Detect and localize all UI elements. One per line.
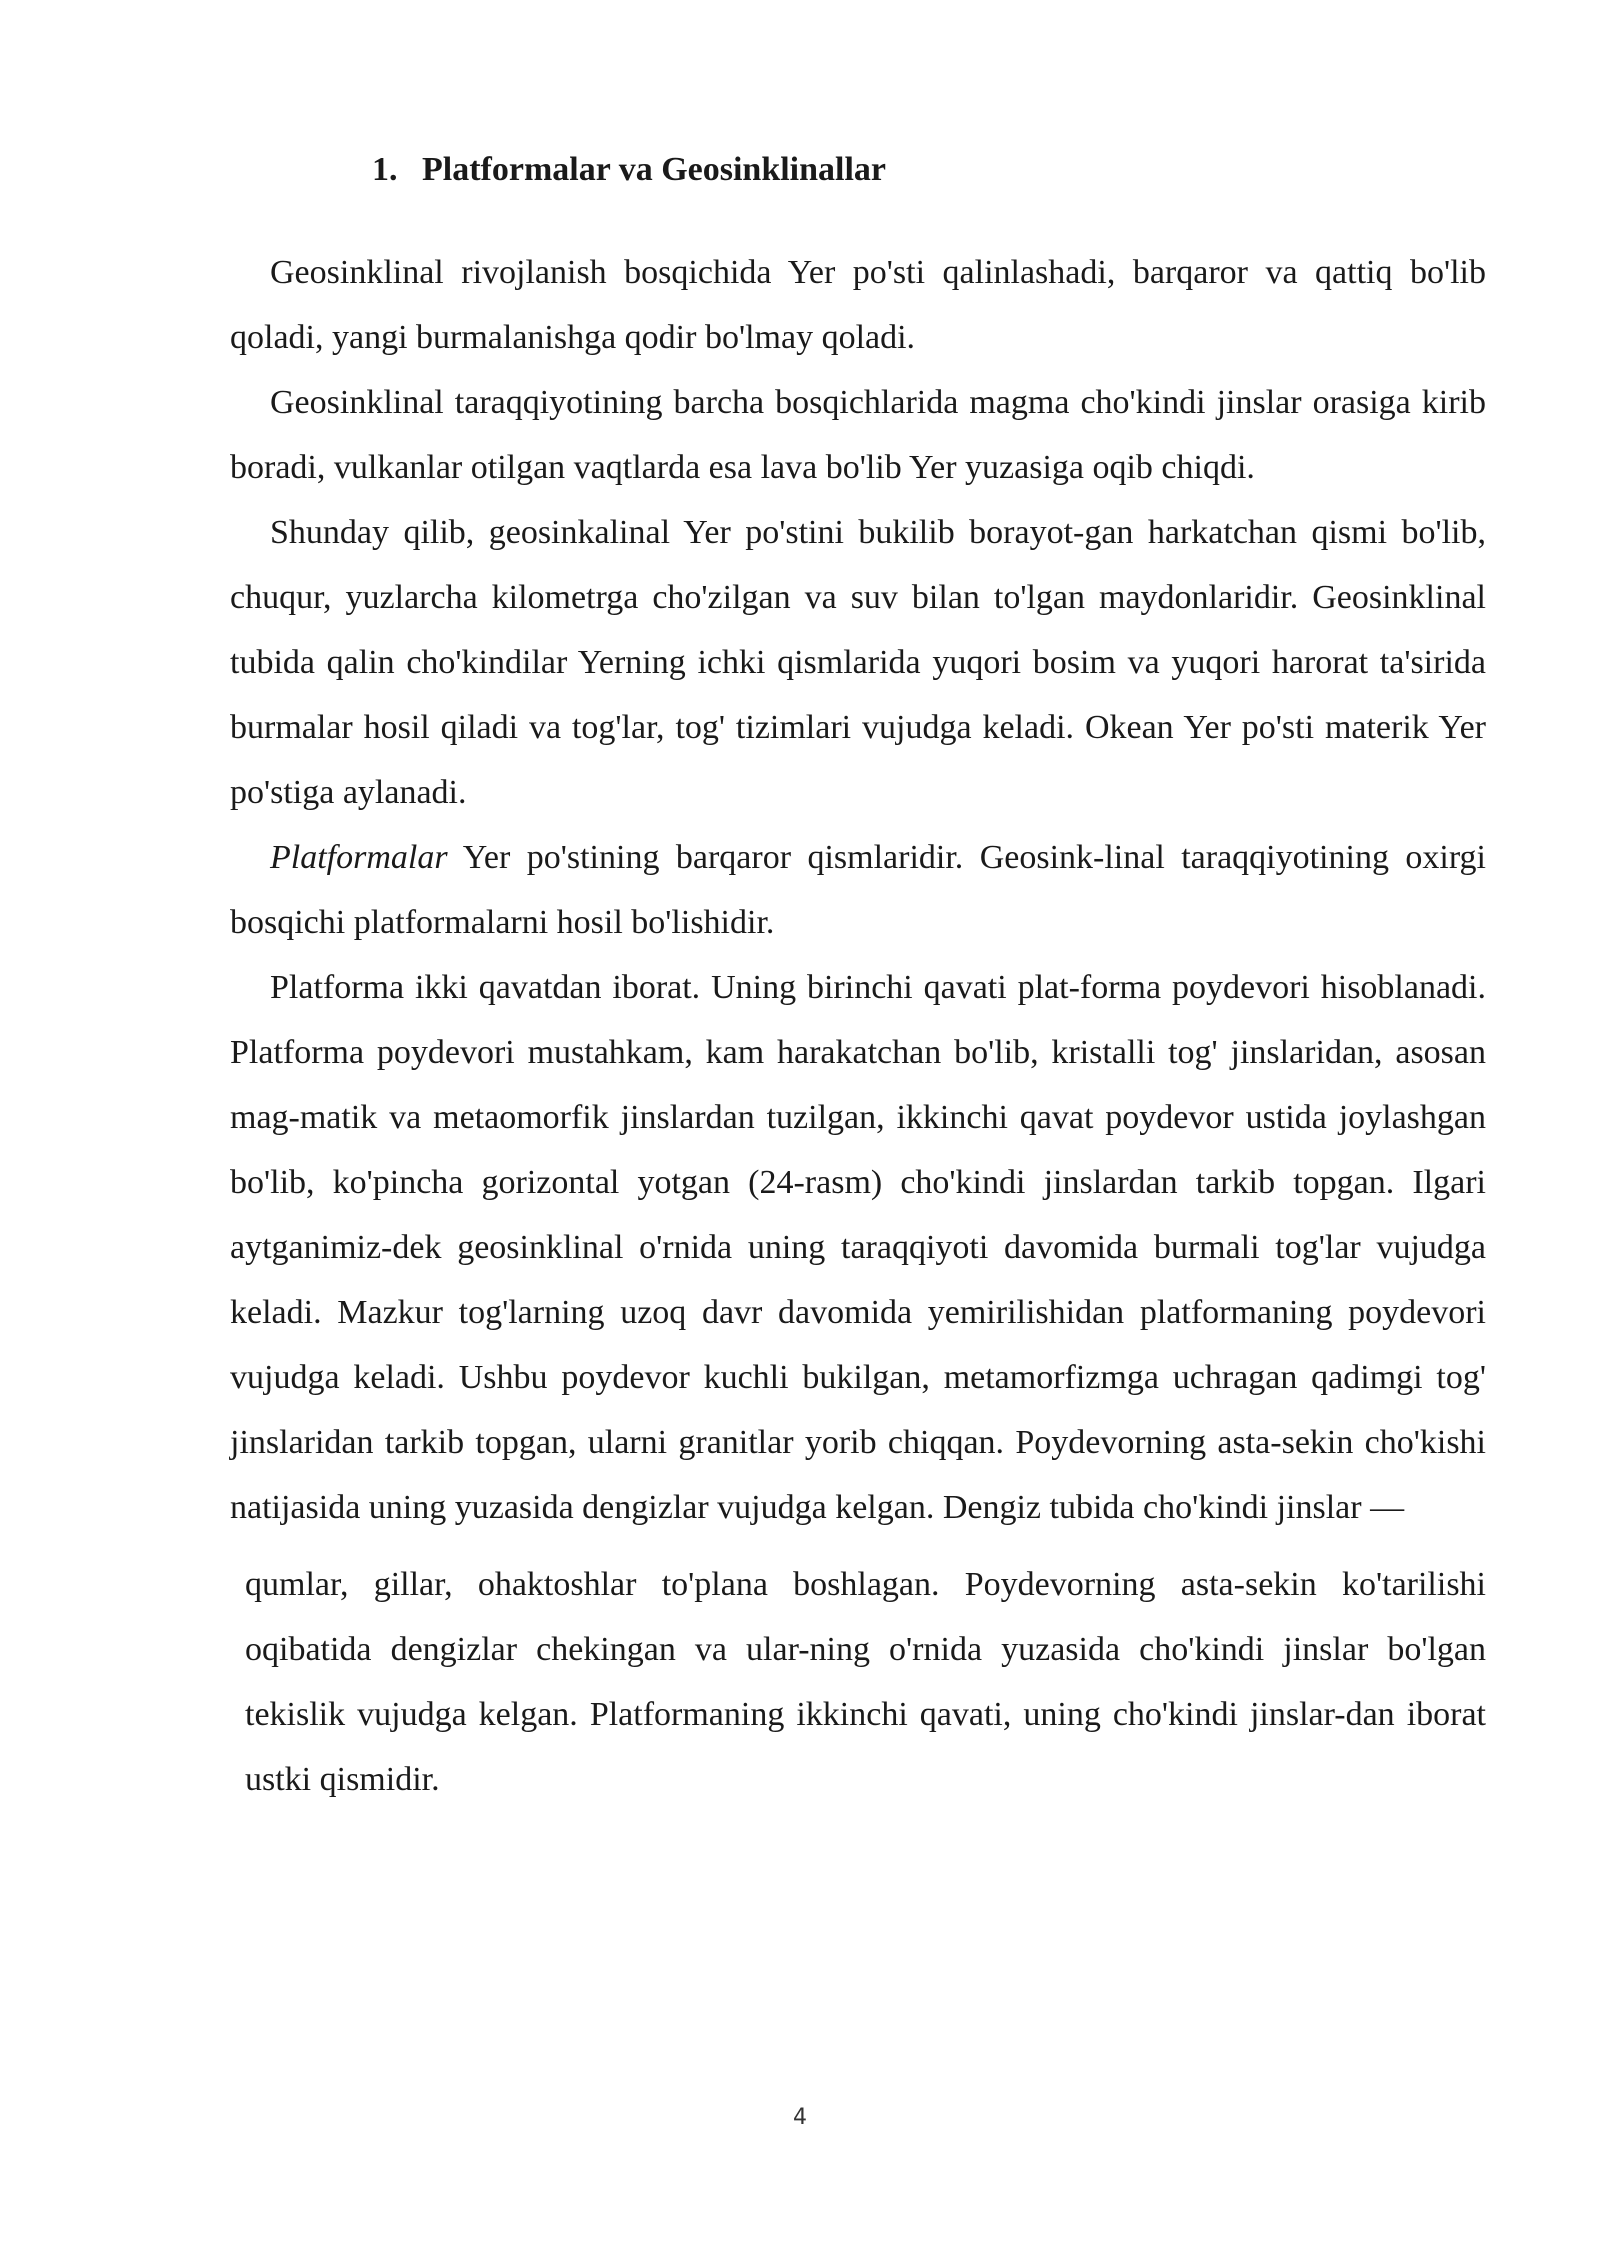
section-number: 1.: [372, 151, 398, 188]
body-text: [230, 240, 1486, 1812]
paragraph: [230, 825, 1486, 955]
section-heading: [372, 150, 886, 190]
section-title: Platformalar va Geosinklinallar: [422, 151, 887, 188]
paragraph: [230, 500, 1486, 825]
paragraph: [230, 370, 1486, 500]
paragraph-text: Platforma ikki qavatdan iborat. Uning birinchi qavati plat-forma poydevori hisoblanadi. Platforma poydevori mustahkam, kam harakatchan bo'lib, kristalli tog' jinslaridan, asosan mag-matik va metaomorfik jinslardan tuzilgan, ikkinchi qavat poydevor ustida joylashgan bo'lib, ko'pincha gorizontal yotgan (24-rasm) cho'kindi jinslardan tarkib topgan. Ilgari aytganimiz-dek geosinklinal o'rnida uning taraqqiyoti davomida burmali tog'lar vujudga keladi. Mazkur tog'larning uzoq davr davomida yemirilishidan platformaning poydevori vujudga keladi. Ushbu poydevor kuchli bukilgan, metamorfizmga uchragan qadimgi tog' jinslaridan tarkib topgan, ularni granitlar yorib chiqqan. Poydevorning asta-sekin cho'kishi natijasida uning yuzasida dengizlar vujudga kelgan. Dengiz tubida cho'kindi jinslar —: [230, 969, 1486, 1526]
paragraph-text: Shunday qilib, geosinkalinal Yer po'stini bukilib borayot-gan harkatchan qismi bo'lib, chuqur, yuzlarcha kilometrga cho'zilgan va suv bilan to'lgan maydonlaridir. Geosinklinal tubida qalin cho'kindilar Yerning ichki qismlarida yuqori bosim va yuqori harorat ta'sirida burmalar hosil qiladi va tog'lar, tog' tizimlari vujudga keladi. Okean Yer po'sti materik Yer po'stiga aylanadi.: [230, 514, 1486, 811]
italic-term: Platformalar: [270, 839, 448, 876]
paragraph-text: qumlar, gillar, ohaktoshlar to'plana boshlagan. Poydevorning asta-sekin ko'tarilishi oqibatida dengizlar chekingan va ular-ning o'rnida yuzasida cho'kindi jinslar bo'lgan tekislik vujudga kelgan. Platformaning ikkinchi qavati, uning cho'kindi jinslar-dan iborat ustki qismidir.: [245, 1566, 1486, 1798]
paragraph-continuation: [245, 1552, 1486, 1812]
paragraph: [230, 240, 1486, 370]
paragraph-text: Geosinklinal rivojlanish bosqichida Yer po'sti qalinlashadi, barqaror va qattiq bo'lib qoladi, yangi burmalanishga qodir bo'lmay qoladi.: [230, 254, 1486, 356]
paragraph: [230, 955, 1486, 1540]
page-number: 4: [793, 2105, 807, 2130]
paragraph-text: Yer po'stining barqaror qismlaridir. Geosink-linal taraqqiyotining oxirgi bosqichi platformalarni hosil bo'lishidir.: [230, 839, 1486, 941]
paragraph-text: Geosinklinal taraqqiyotining barcha bosqichlarida magma cho'kindi jinslar orasiga kirib boradi, vulkanlar otilgan vaqtlarda esa lava bo'lib Yer yuzasiga oqib chiqdi.: [230, 384, 1486, 486]
